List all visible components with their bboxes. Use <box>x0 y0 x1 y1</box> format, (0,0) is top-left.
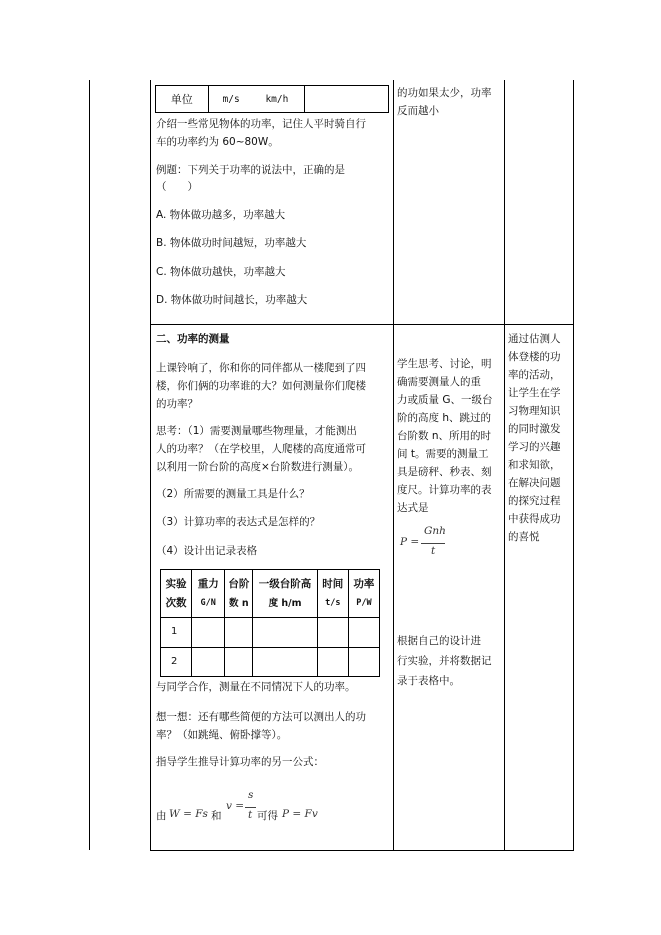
example-option-a: A. 物体做功越多，功率越大 <box>156 209 286 221</box>
student-line-4: 阶的高度 h、跳过的 <box>397 412 491 424</box>
question-3: （3）计算功率的表达式是怎样的？ <box>156 516 321 528</box>
intent-line-11: 中获得成功 <box>508 513 561 525</box>
intent-line-6: 的同时激发 <box>508 423 561 435</box>
student-line-9: 达式是 <box>397 502 429 514</box>
think2-line-2: 率？（如跳绳、俯卧撑等）。 <box>156 729 288 741</box>
intent-line-12: 的喜悦 <box>508 531 540 543</box>
intent-line-2: 体登楼的功 <box>508 351 561 363</box>
example-stem-2: （ ） <box>156 181 198 193</box>
example-option-b: B. 物体做功时间越短，功率越大 <box>156 237 307 249</box>
unit-empty <box>304 86 388 113</box>
header-time: 时间 t/s <box>317 570 348 618</box>
guide-line: 指导学生推导计算功率的另一公式： <box>156 756 324 768</box>
row-divider <box>150 324 574 325</box>
question-line-1: 上课铃响了，你和你的同伴都从一楼爬到了四 <box>156 362 366 374</box>
student-line-2: 确需要测量人的重 <box>397 376 481 388</box>
unit-table <box>155 85 389 113</box>
intent-line-1: 通过估测人 <box>508 333 561 345</box>
intent-line-3: 率的活动， <box>508 369 561 381</box>
formula-velocity-num: s <box>248 789 254 801</box>
table-row <box>161 618 380 648</box>
column-line-2 <box>393 80 394 850</box>
formula-velocity-lhs: v = <box>226 800 245 812</box>
left-margin-line <box>89 80 90 850</box>
derive-get: 可得 <box>257 810 278 822</box>
unit-label: 单位 <box>156 86 209 113</box>
example-stem-1: 例题：下列关于功率的说法中，正确的是 <box>156 164 345 176</box>
student-line-6: 间 t。需要的测量工 <box>397 448 489 460</box>
think-line-1: 思考：（1）需要测量哪些物理量，才能测出 <box>156 425 357 437</box>
formula-work: W = Fs <box>169 808 208 820</box>
unit-values <box>208 86 304 113</box>
table-row <box>161 648 380 677</box>
header-weight: 重力 G/N <box>192 570 225 618</box>
intent-line-10: 的探究过程 <box>508 495 561 507</box>
header-step-height: 一级台阶高 度 h/m <box>253 570 317 618</box>
unit-kmh: km/h <box>265 93 289 105</box>
column-line-3 <box>504 80 505 850</box>
student-formula-den: t <box>431 545 436 557</box>
row-2-index: 2 <box>161 648 192 677</box>
think-line-2: 人的功率？（在学校里，人爬楼的高度通常可 <box>156 443 366 455</box>
question-4: （4）设计出记录表格 <box>156 545 258 557</box>
col3-top-line-2: 反而越小 <box>397 105 439 117</box>
row-1-index: 1 <box>161 618 192 648</box>
question-line-3: 的功率？ <box>156 398 198 410</box>
intent-line-7: 学习的兴趣 <box>508 441 561 453</box>
student-line-1: 学生思考、讨论，明 <box>397 358 492 370</box>
section-heading: 二、功率的测量 <box>156 333 230 345</box>
record-table <box>160 569 380 677</box>
student-after-2: 行实验，并将数据记 <box>397 655 492 667</box>
derive-from: 由 <box>156 810 167 822</box>
cooperate-line: 与同学合作，测量在不同情况下人的功率。 <box>156 681 356 693</box>
question-2: （2）所需要的测量工具是什么？ <box>156 488 310 500</box>
intent-line-4: 让学生在学 <box>508 387 561 399</box>
derive-and: 和 <box>211 810 222 822</box>
student-after-3: 录于表格中。 <box>397 675 460 687</box>
formula-power: P = Fv <box>282 808 318 820</box>
question-line-2: 楼，你们俩的功率谁的大？如何测量你们爬楼 <box>156 380 366 392</box>
intent-line-9: 在解决问题 <box>508 477 561 489</box>
student-line-5: 台阶数 n、所用的时 <box>397 430 491 442</box>
header-trial: 实验 次数 <box>161 570 192 618</box>
student-line-8: 度尺。计算功率的表 <box>397 484 492 496</box>
intro-line-2: 车的功率约为 60~80W。 <box>156 136 279 148</box>
student-line-3: 力或质量 G、一级台 <box>397 394 493 406</box>
column-line-1 <box>150 80 151 850</box>
intro-line-1: 介绍一些常见物体的功率，记住人平时骑自行 <box>156 118 366 130</box>
think-line-3: 以利用一阶台阶的高度×台阶数进行测量）。 <box>156 461 360 473</box>
student-line-7: 具是磅秤、秒表、刻 <box>397 466 492 478</box>
col3-top-line-1: 的功如果太少，功率 <box>397 87 492 99</box>
intent-line-8: 和求知欲， <box>508 459 561 471</box>
header-steps: 台阶 数 n <box>225 570 253 618</box>
header-power: 功率 P/W <box>348 570 379 618</box>
bottom-line <box>150 850 574 851</box>
student-formula-num: Gnh <box>424 525 446 537</box>
fraction-bar <box>245 807 256 808</box>
student-after-1: 根据自己的设计进 <box>397 635 481 647</box>
example-option-c: C. 物体做功越快，功率越大 <box>156 266 286 278</box>
intent-line-5: 习物理知识 <box>508 405 561 417</box>
student-formula-lhs: P = <box>400 536 420 548</box>
column-line-4 <box>573 80 574 850</box>
think2-line-1: 想一想：还有哪些简便的方法可以测出人的功 <box>156 711 366 723</box>
unit-ms: m/s <box>222 93 240 105</box>
formula-velocity-den: t <box>248 809 253 821</box>
student-fraction-bar <box>421 543 445 544</box>
example-option-d: D. 物体做功时间越长，功率越大 <box>156 294 308 306</box>
